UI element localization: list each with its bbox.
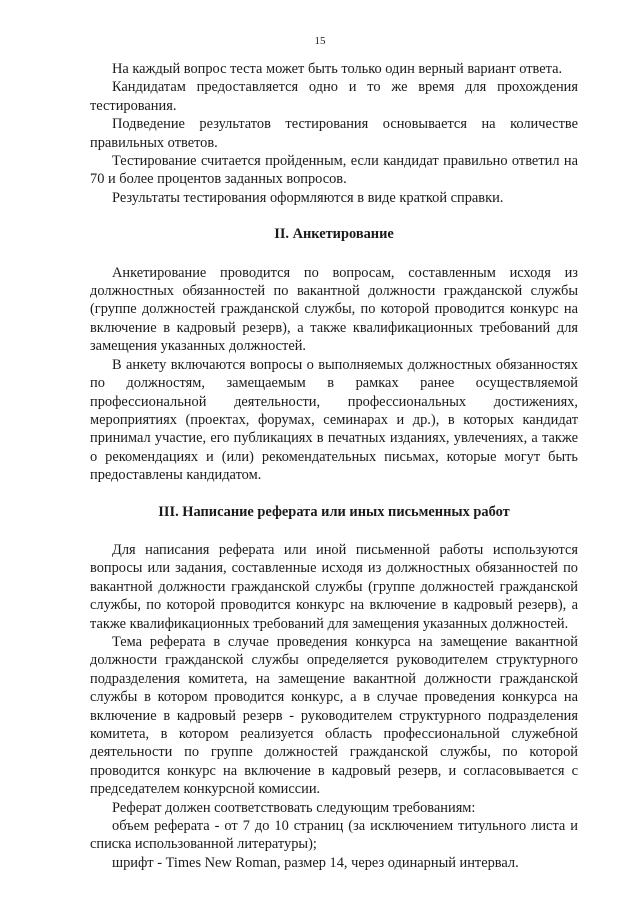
paragraph: шрифт - Times New Roman, размер 14, через одинарный интервал. bbox=[112, 854, 519, 871]
paragraph: Подведение результатов тестирования основывается на количестве правильных ответов. bbox=[90, 116, 578, 151]
paragraph: Анкетирование проводится по вопросам, составленным исходя из должностных обязанностей по вакантной должности гражданской службы (группе должностей гражданской службы, по которой проводится конкурс на включение в кадровый резерв), а также квалификационных требований для замещения указанных должностей. bbox=[90, 264, 578, 355]
paragraph: Реферат должен соответствовать следующим требованиям: bbox=[112, 799, 476, 816]
section-heading-questionnaire: II. Анкетирование bbox=[274, 226, 394, 243]
page-number: 15 bbox=[314, 35, 326, 47]
paragraph: На каждый вопрос теста может быть только один верный вариант ответа. bbox=[112, 61, 563, 77]
document-body bbox=[90, 60, 578, 872]
paragraph: Тема реферата в случае проведения конкурса на замещение вакантной должности гражданской службы определяется руководителем структурного подразделения комитета, на замещение вакантной должности гражданской службы в котором проводится конкурс, а в случае проведения конкурса на включение в кадровый резерв - руководителем структурного подразделения комитета, в котором реализуется область профессиональной служебной деятельности по группе должностей гражданской службы, по которой проводится конкурс на включение в кадровый резерв, и согласовывается с председателем конкурсной комиссии. bbox=[90, 633, 578, 798]
paragraph: Результаты тестирования оформляются в виде краткой справки. bbox=[112, 189, 504, 206]
paragraph: Для написания реферата или иной письменной работы используются вопросы или задания, составленные исходя из должностных обязанностей по вакантной должности гражданской службы (группе должностей гражданской службы, по которой проводится конкурс на включение в кадровый резерв), а также квалификационных требований для замещения указанных должностей. bbox=[90, 541, 578, 632]
paragraph: В анкету включаются вопросы о выполняемых должностных обязанностях по должностям, замещаемым в рамках ранее осуществляемой профессиональной деятельности, профессиональных достижениях, мероприятиях (проектах, форумах, семинарах и др.), в которых кандидат принимал участие, его публикациях в печатных изданиях, увлечениях, а также о рекомендациях и (или) рекомендательных письмах, которые могут быть предоставлены кандидатом. bbox=[90, 356, 578, 484]
paragraph: объем реферата - от 7 до 10 страниц (за исключением титульного листа и списка использованной литературы); bbox=[90, 818, 578, 853]
section-heading-essay: III. Написание реферата или иных письменных работ bbox=[158, 503, 510, 520]
paragraph: Тестирование считается пройденным, если кандидат правильно ответил на 70 и более процентов заданных вопросов. bbox=[90, 153, 578, 188]
paragraph: Кандидатам предоставляется одно и то же время для прохождения тестирования. bbox=[90, 79, 578, 114]
